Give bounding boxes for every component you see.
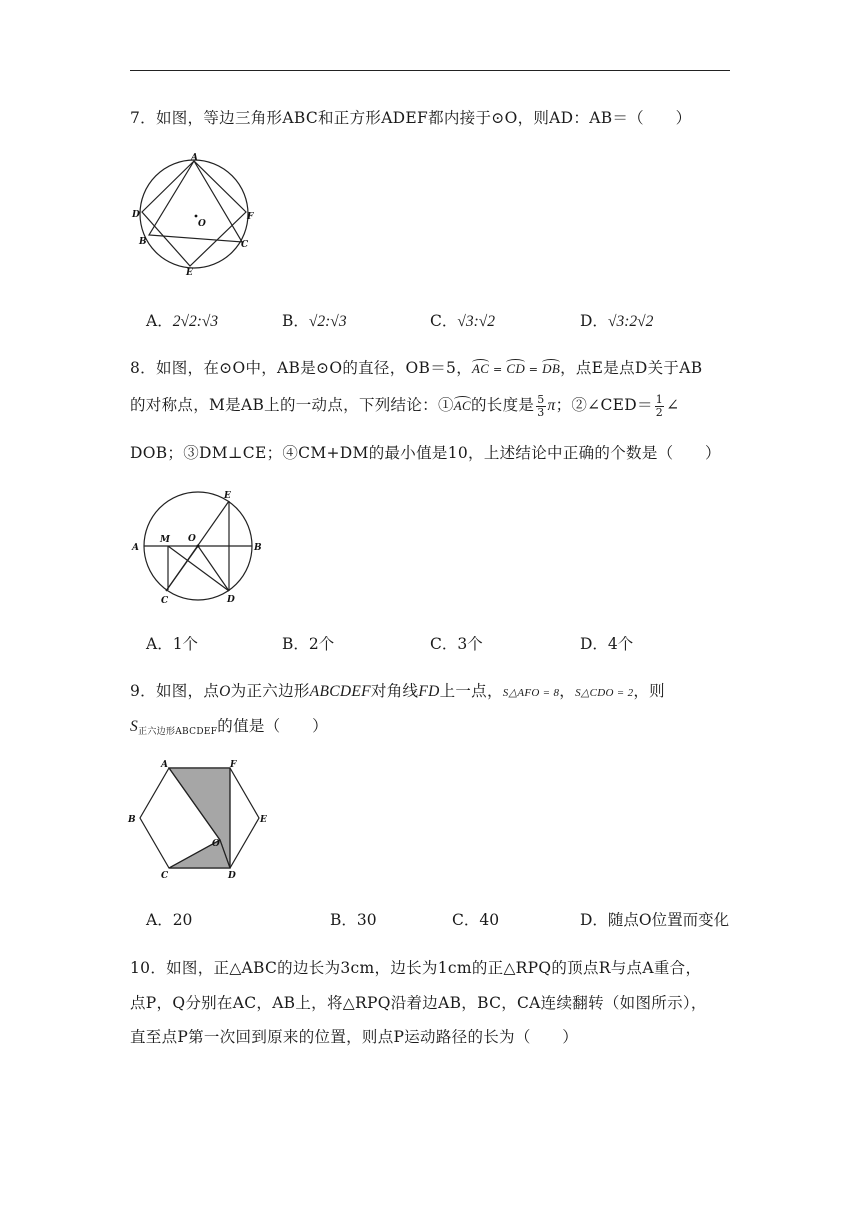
q8-arc-cd: CD	[506, 361, 526, 376]
q8-line-3: DOB；③DM⊥CE；④CM+DM的最小值是10，上述结论中正确的个数是（ ）	[130, 444, 721, 462]
q7-option-d: D．√3:2√2	[580, 312, 654, 330]
q8-option-d: D．4个	[580, 635, 634, 653]
q8-label-C: C	[161, 596, 169, 606]
q8-line-2: 的对称点，M是AB上的一动点，下列结论：①AC的长度是 $\frac{5}{3}$ π；②∠CED＝ $\frac{1}{2}$ ∠	[130, 392, 680, 419]
q7-option-a-value: 2√2:√3	[172, 313, 219, 330]
q9-label-A: A	[161, 760, 168, 770]
q8-fraction-half: $\frac{1}{2}$	[655, 392, 664, 419]
q7-label-B: B	[139, 237, 147, 247]
q7-option-b-value: √2:√3	[308, 313, 347, 330]
q7-option-b: B．√2:√3	[282, 312, 347, 330]
q9-label-O: O	[212, 839, 220, 849]
header-rule	[130, 70, 730, 71]
q7-label-O: O	[198, 219, 206, 229]
q8-label-A: A	[132, 543, 139, 553]
q8-label-O: O	[188, 534, 196, 544]
q9-label-F: F	[230, 760, 237, 770]
q10-line-1: 10．如图，正△ABC的边长为3cm，边长为1cm的正△RPQ的顶点R与点A重合，	[130, 959, 702, 977]
q9-figure	[126, 758, 271, 880]
q10-line-3: 直至点P第一次回到原来的位置，则点P运动路径的长为（ ）	[130, 1028, 579, 1046]
q9-option-b: B．30	[330, 911, 377, 929]
q10-line-2: 点P，Q分别在AC，AB上，将△RPQ沿着边AB，BC，CA连续翻转（如图所示），	[130, 994, 707, 1012]
q8-figure	[128, 486, 268, 606]
q9-subscript: 正六边形ABCDEF	[138, 727, 218, 737]
q7-option-a: A．2√2:√3	[146, 312, 219, 330]
q7-label-D: D	[132, 210, 140, 220]
q9-option-a: A．20	[146, 911, 193, 929]
q7-label-F: F	[247, 212, 254, 222]
q7-label-A: A	[191, 153, 198, 163]
q8-label-M: M	[160, 535, 170, 545]
q9-option-d: D．随点O位置而变化	[580, 911, 730, 929]
q7-figure	[130, 152, 260, 280]
q9-label-B: B	[128, 815, 136, 825]
q9-area-afo: S△AFO = 8	[502, 687, 560, 699]
q7-label-E: E	[186, 268, 193, 278]
q9-label-D: D	[228, 871, 236, 880]
q8-label-E: E	[224, 491, 231, 501]
q8-fraction-5-3: $\frac{5}{3}$	[537, 392, 545, 419]
q9-label-E: E	[260, 815, 267, 825]
q8-label-D: D	[227, 595, 235, 605]
q8-arc-ac-2: AC	[453, 398, 471, 413]
q8-line-1: 8．如图，在⊙O中，AB是⊙O的直径，OB＝5，AC = CD = DB，点E是点D关于AB	[130, 359, 703, 377]
q7-option-d-value: √3:2√2	[607, 313, 654, 330]
q9-label-C: C	[161, 871, 169, 880]
q9-option-c: C．40	[452, 911, 500, 929]
q8-option-c: C．3个	[430, 635, 483, 653]
q7-stem: 7．如图，等边三角形ABC和正方形ADEF都内接于⊙O，则AD：AB＝（ ）	[130, 109, 692, 127]
q8-arc-ac: AC	[472, 361, 490, 376]
q7-option-c: C．√3:√2	[430, 312, 496, 330]
q9-line-2: S正六边形ABCDEF的值是（ ）	[130, 717, 328, 737]
q7-label-C: C	[241, 240, 249, 250]
q8-option-b: B．2个	[282, 635, 335, 653]
q7-option-c-value: √3:√2	[457, 313, 496, 330]
q9-line-1: 9．如图，点O为正六边形ABCDEF对角线FD上一点，S△AFO = 8，S△CDO = 2，则	[130, 682, 665, 700]
q8-arc-db: DB	[542, 361, 561, 376]
q9-area-cdo: S△CDO = 2	[575, 687, 634, 699]
q8-option-a: A．1个	[146, 635, 199, 653]
q8-label-B: B	[254, 543, 262, 553]
